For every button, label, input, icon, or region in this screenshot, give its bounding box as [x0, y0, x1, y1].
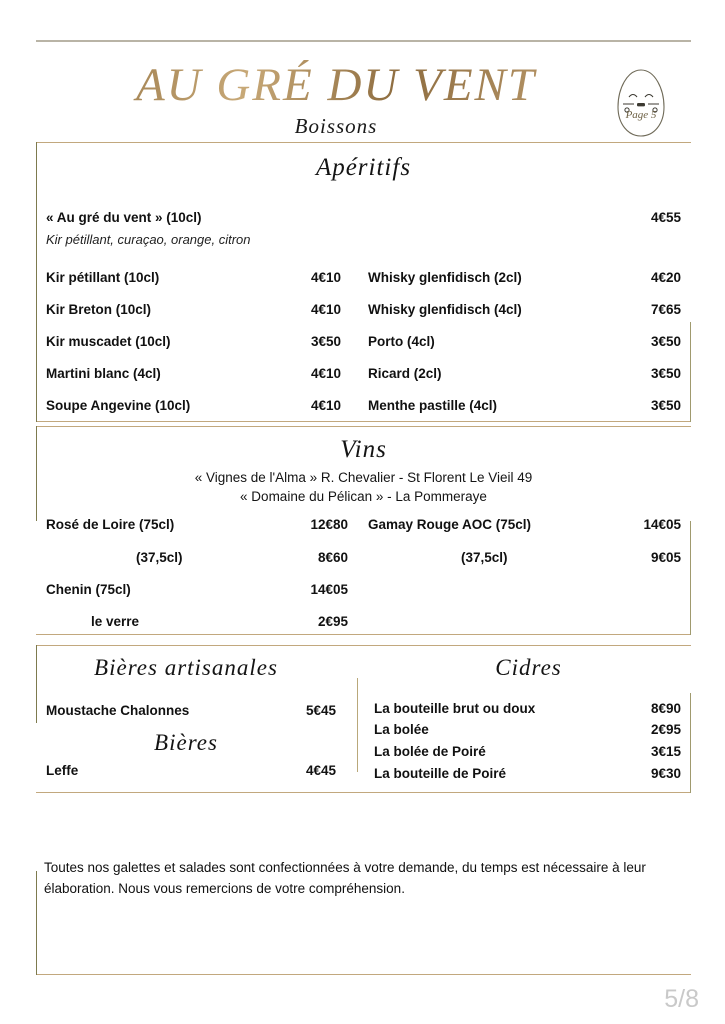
section-bottom-border [36, 421, 691, 422]
section-right-border [690, 521, 691, 635]
section-right-border [690, 693, 691, 793]
list-item-price: 3€50 [650, 366, 681, 381]
list-item-price: 14€05 [643, 517, 681, 532]
list-item: Whisky glenfidisch (2cl) [368, 270, 522, 285]
egg-logo-icon [613, 67, 669, 139]
list-item: Porto (4cl) [368, 334, 435, 349]
footer-note: Toutes nos galettes et salades sont confectionnées à votre demande, du temps est nécessaire à leur élaboration. Nous vous remercions de votre compréhension. [44, 860, 646, 896]
list-item-price: 4€20 [650, 270, 681, 285]
list-item: Whisky glenfidisch (4cl) [368, 302, 522, 317]
aperitif-special-price: 4€55 [650, 210, 681, 225]
section-aperitifs [36, 142, 691, 422]
list-item: La bouteille de Poiré [374, 766, 507, 781]
section-bieres-cidres [36, 645, 691, 793]
list-item: Martini blanc (4cl) [46, 366, 161, 381]
list-item: Menthe pastille (4cl) [368, 398, 498, 413]
page-indicator: 5/8 [664, 985, 699, 1013]
footer-note-box [36, 845, 691, 975]
list-item-price: 9€05 [650, 550, 681, 565]
list-item-price: 9€30 [650, 766, 681, 781]
list-item-price: 4€45 [305, 763, 336, 778]
list-item: Kir pétillant (10cl) [46, 270, 160, 285]
menu-header [36, 40, 691, 142]
section-bottom-border [36, 634, 691, 635]
list-item: Chenin (75cl) [46, 582, 131, 597]
list-item-price: 3€50 [310, 334, 341, 349]
section-top-border [36, 645, 691, 646]
list-item: Ricard (2cl) [368, 366, 442, 381]
section-left-border [36, 142, 37, 422]
list-item: La bolée de Poiré [374, 744, 486, 759]
vins-producer-line: « Domaine du Pélican » - La Pommeraye [240, 489, 487, 504]
list-item-price: 3€50 [650, 334, 681, 349]
aperitif-special-name: « Au gré du vent » (10cl) [46, 210, 202, 225]
section-heading-bieres: Bières [154, 730, 218, 755]
list-item: (37,5cl) [136, 550, 183, 565]
footer-left-border [36, 871, 37, 975]
list-item-price: 2€95 [650, 722, 681, 737]
menu-category-title: Boissons [294, 114, 378, 138]
section-heading-aperitifs: Apéritifs [315, 154, 412, 181]
list-item: La bolée [374, 722, 429, 737]
list-item-price: 12€80 [310, 517, 348, 532]
list-item: Rosé de Loire (75cl) [46, 517, 175, 532]
list-item: Kir Breton (10cl) [46, 302, 152, 317]
section-heading-cidres: Cidres [495, 655, 562, 680]
vins-producer-line: « Vignes de l'Alma » R. Chevalier - St Florent Le Vieil 49 [194, 470, 533, 485]
list-item-price: 3€15 [650, 744, 681, 759]
list-item: le verre [91, 614, 140, 629]
list-item-price: 2€95 [317, 614, 348, 629]
column-divider [357, 678, 358, 772]
restaurant-title: AU GRÉ DU VENT [36, 58, 636, 112]
section-right-border [690, 322, 691, 422]
list-item: Moustache Chalonnes [46, 703, 190, 718]
list-item-price: 8€90 [650, 701, 681, 716]
list-item-price: 3€50 [650, 398, 681, 413]
section-bottom-border [36, 792, 691, 793]
list-item-price: 4€10 [310, 366, 341, 381]
list-item-price: 4€10 [310, 398, 341, 413]
section-heading-bieres-artisanales: Bières artisanales [94, 655, 278, 680]
list-item-price: 7€65 [650, 302, 681, 317]
list-item-price: 14€05 [310, 582, 348, 597]
section-heading-vins: Vins [340, 436, 387, 463]
list-item-price: 5€45 [305, 703, 336, 718]
list-item: Kir muscadet (10cl) [46, 334, 171, 349]
list-item: Gamay Rouge AOC (75cl) [368, 517, 532, 532]
list-item-price: 4€10 [310, 270, 341, 285]
egg-logo [613, 67, 669, 139]
list-item: (37,5cl) [461, 550, 508, 565]
list-item-price: 4€10 [310, 302, 341, 317]
section-top-border [36, 426, 691, 427]
aperitif-special-description: Kir pétillant, curaçao, orange, citron [46, 232, 251, 247]
section-vins [36, 426, 691, 635]
list-item: La bouteille brut ou doux [374, 701, 536, 716]
section-top-border [36, 142, 691, 143]
footer-bottom-border [36, 974, 691, 975]
list-item: Soupe Angevine (10cl) [46, 398, 191, 413]
logo-page-label: Page 5 [625, 109, 657, 121]
list-item: Leffe [46, 763, 79, 778]
list-item-price: 8€60 [317, 550, 348, 565]
